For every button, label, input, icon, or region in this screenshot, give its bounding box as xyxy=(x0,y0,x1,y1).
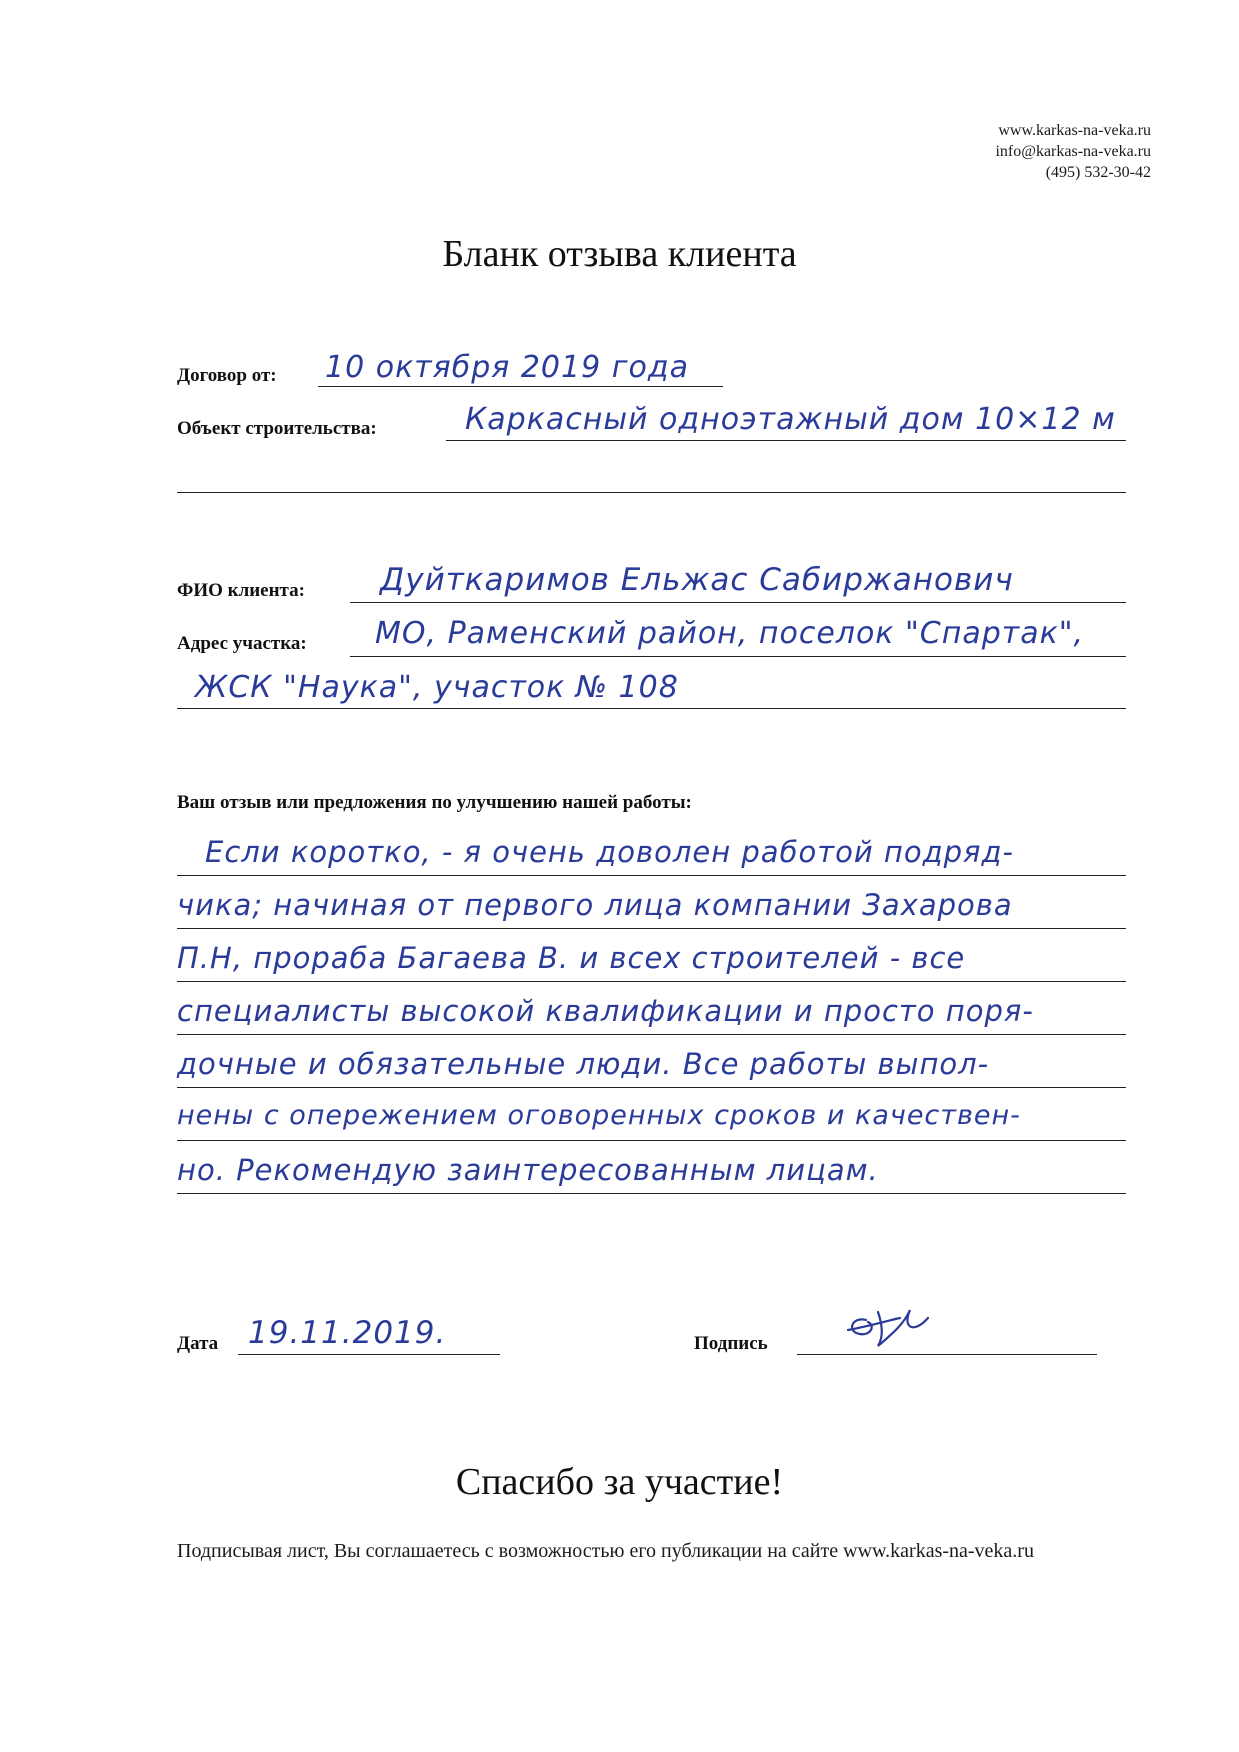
address-value-2: ЖСК "Наука", участок № 108 xyxy=(195,670,679,705)
contract-value: 10 октября 2019 года xyxy=(325,350,689,385)
company-contacts xyxy=(995,120,1151,183)
feedback-label: Ваш отзыв или предложения по улучшению нашей работы: xyxy=(177,792,692,813)
website-text: www.karkas-na-veka.ru xyxy=(998,122,1151,139)
signature-label: Подпись xyxy=(694,1333,768,1354)
contract-label: Договор от: xyxy=(177,365,277,386)
feedback-line-2: чика; начиная от первого лица компании Захарова xyxy=(177,888,1013,922)
phone-text: (495) 532-30-42 xyxy=(1045,164,1151,181)
feedback-line-4: специалисты высокой квалификации и просто поря- xyxy=(177,994,1034,1028)
contract-line xyxy=(318,386,723,387)
address-line-2 xyxy=(177,708,1126,709)
client-value: Дуйткаримов Ельжас Сабиржанович xyxy=(380,562,1014,598)
feedback-line-7: но. Рекомендую заинтересованным лицам. xyxy=(177,1153,879,1187)
feedback-rule-5 xyxy=(177,1087,1126,1088)
feedback-rule-7 xyxy=(177,1193,1126,1194)
object-label: Объект строительства: xyxy=(177,418,377,439)
client-line xyxy=(350,602,1126,603)
feedback-line-3: П.Н, прораба Багаева В. и всех строителей - все xyxy=(177,941,966,975)
address-label: Адрес участка: xyxy=(177,633,307,654)
feedback-rule-1 xyxy=(177,875,1126,876)
feedback-line-5: дочные и обязательные люди. Все работы выпол- xyxy=(177,1047,990,1081)
address-line-1 xyxy=(350,656,1126,657)
feedback-line-1: Если коротко, - я очень доволен работой подряд- xyxy=(205,835,1015,869)
feedback-rule-3 xyxy=(177,981,1126,982)
form-title: Бланк отзыва клиента xyxy=(442,233,797,275)
feedback-rule-4 xyxy=(177,1034,1126,1035)
date-value: 19.11.2019. xyxy=(248,1315,447,1351)
feedback-rule-2 xyxy=(177,928,1126,929)
date-line xyxy=(238,1354,500,1355)
feedback-rule-6 xyxy=(177,1140,1126,1141)
email-text: info@karkas-na-veka.ru xyxy=(995,143,1151,160)
client-label: ФИО клиента: xyxy=(177,580,305,601)
address-value-1: МО, Раменский район, поселок "Спартак", xyxy=(375,616,1085,651)
object-line xyxy=(446,440,1126,441)
object-value: Каркасный одноэтажный дом 10×12 м xyxy=(465,402,1116,437)
date-label: Дата xyxy=(177,1333,219,1354)
signature-mark xyxy=(830,1290,950,1360)
consent-text: Подписывая лист, Вы соглашаетесь с возможностью его публикации на сайте www.karkas-na-veka.ru xyxy=(177,1540,1034,1562)
feedback-line-6: нены с опережением оговоренных сроков и качествен- xyxy=(177,1100,1021,1131)
thanks-text: Спасибо за участие! xyxy=(455,1461,784,1503)
object-line-2 xyxy=(177,492,1126,493)
